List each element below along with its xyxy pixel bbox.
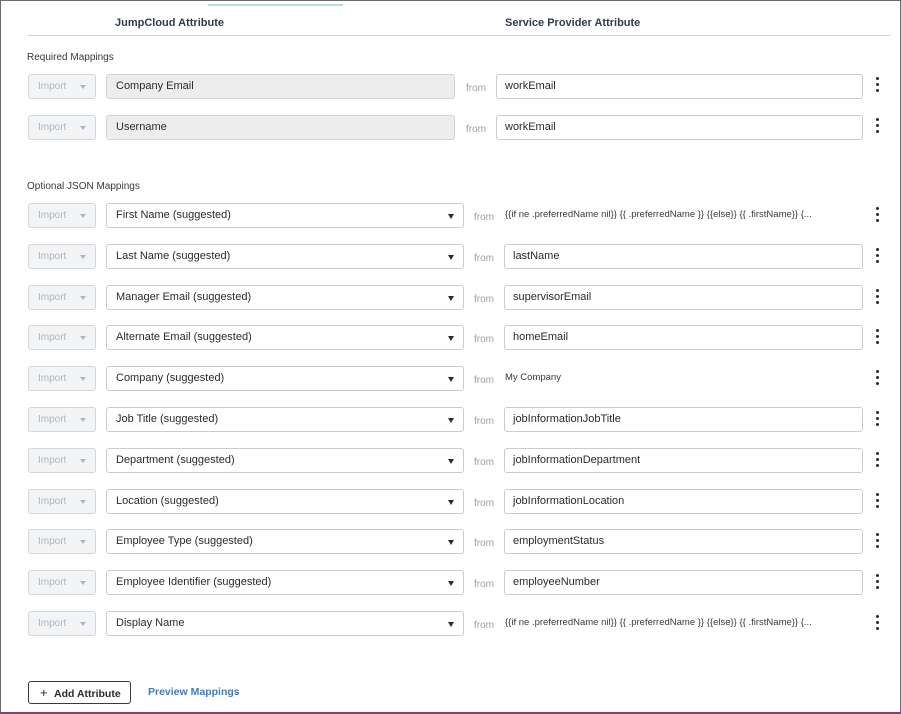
- service-provider-attribute-input[interactable]: workEmail: [496, 74, 863, 99]
- caret-down-icon: [80, 459, 86, 463]
- import-select: [28, 611, 96, 636]
- import-select: [28, 325, 96, 350]
- from-label: from: [474, 620, 494, 631]
- import-select: [28, 74, 96, 99]
- column-header-service-provider: Service Provider Attribute: [505, 17, 641, 29]
- caret-down-icon: [80, 336, 86, 340]
- from-label: from: [474, 538, 494, 550]
- service-provider-expression[interactable]: {{if ne .preferredName nil}} {{ .preferredName }} {{else}} {{ .firstName}} {...: [505, 209, 812, 220]
- caret-down-icon: [80, 418, 86, 422]
- import-label: Import: [38, 454, 67, 466]
- caret-down-icon: [80, 255, 86, 259]
- kebab-menu-icon[interactable]: [872, 452, 882, 468]
- import-select: [28, 285, 96, 310]
- jumpcloud-attribute-select[interactable]: [106, 570, 464, 595]
- service-provider-attribute-input[interactable]: jobInformationLocation: [504, 489, 863, 514]
- import-select: [28, 489, 96, 514]
- caret-down-icon: [448, 622, 454, 627]
- mapping-row: [0, 489, 901, 515]
- import-label: Import: [38, 577, 67, 589]
- from-label: from: [474, 375, 494, 387]
- import-label: Import: [38, 373, 67, 385]
- kebab-menu-icon[interactable]: [872, 118, 882, 134]
- kebab-menu-icon[interactable]: [872, 574, 882, 590]
- service-provider-attribute-input[interactable]: employeeNumber: [504, 570, 863, 595]
- import-label: Import: [38, 291, 67, 303]
- preview-mappings-link[interactable]: Preview Mappings: [148, 686, 240, 698]
- caret-down-icon: [80, 500, 86, 504]
- kebab-menu-icon[interactable]: [872, 248, 882, 264]
- kebab-menu-icon[interactable]: [872, 289, 882, 305]
- caret-down-icon: [448, 336, 454, 341]
- import-label: Import: [38, 81, 67, 92]
- import-label: Import: [38, 332, 67, 344]
- service-provider-attribute-input[interactable]: lastName: [504, 244, 863, 269]
- jumpcloud-attribute-field: Company Email: [106, 74, 455, 99]
- import-select: [28, 570, 96, 595]
- service-provider-attribute-input[interactable]: supervisorEmail: [504, 285, 863, 310]
- caret-down-icon: [80, 85, 86, 89]
- caret-down-icon: [448, 296, 454, 301]
- caret-down-icon: [448, 377, 454, 382]
- mapping-row: [0, 407, 901, 433]
- jumpcloud-attribute-label: Manager Email (suggested): [116, 290, 252, 303]
- mapping-row: [0, 74, 901, 100]
- caret-down-icon: [80, 214, 86, 218]
- import-select: [28, 366, 96, 391]
- kebab-menu-icon[interactable]: [872, 207, 882, 223]
- service-provider-attribute-input[interactable]: workEmail: [496, 115, 863, 140]
- optional-mappings-title: Optional JSON Mappings: [27, 181, 140, 192]
- import-select: [28, 203, 96, 228]
- service-provider-expression[interactable]: {{if ne .preferredName nil}} {{ .preferredName }} {{else}} {{ .firstName}} {...: [505, 617, 812, 628]
- kebab-menu-icon[interactable]: [872, 533, 882, 549]
- jumpcloud-attribute-label: Location (suggested): [116, 494, 219, 507]
- plus-icon: +: [40, 685, 48, 700]
- import-select: [28, 529, 96, 554]
- caret-down-icon: [80, 296, 86, 300]
- import-label: Import: [38, 250, 67, 262]
- jumpcloud-attribute-label: Company (suggested): [116, 372, 225, 385]
- jumpcloud-attribute-label: Job Title (suggested): [116, 413, 219, 425]
- caret-down-icon: [448, 500, 454, 505]
- jumpcloud-attribute-select[interactable]: [106, 203, 464, 228]
- jumpcloud-attribute-select[interactable]: [106, 529, 464, 554]
- caret-down-icon: [448, 255, 454, 260]
- jumpcloud-attribute-label: First Name (suggested): [116, 209, 231, 221]
- from-label: from: [474, 416, 494, 427]
- jumpcloud-attribute-select[interactable]: [106, 285, 464, 310]
- jumpcloud-attribute-select[interactable]: [106, 407, 464, 432]
- caret-down-icon: [448, 418, 454, 423]
- jumpcloud-attribute-label: Employee Identifier (suggested): [116, 576, 272, 589]
- import-select: [28, 448, 96, 473]
- caret-down-icon: [448, 540, 454, 545]
- column-header-jumpcloud: JumpCloud Attribute: [115, 17, 224, 29]
- jumpcloud-attribute-label: Employee Type (suggested): [116, 535, 253, 548]
- service-provider-attribute-input[interactable]: homeEmail: [504, 325, 863, 350]
- import-select: [28, 407, 96, 432]
- import-label: Import: [38, 536, 67, 548]
- kebab-menu-icon[interactable]: [872, 77, 882, 93]
- caret-down-icon: [80, 540, 86, 544]
- required-mappings-title: Required Mappings: [27, 52, 114, 63]
- jumpcloud-attribute-label: Alternate Email (suggested): [116, 331, 252, 344]
- mapping-row: [0, 244, 901, 270]
- kebab-menu-icon[interactable]: [872, 615, 882, 631]
- add-attribute-button[interactable]: [28, 681, 131, 704]
- add-attribute-label: Add Attribute: [54, 688, 121, 700]
- from-label: from: [474, 293, 494, 305]
- service-provider-expression[interactable]: My Company: [505, 372, 561, 384]
- caret-down-icon: [448, 581, 454, 586]
- jumpcloud-attribute-select[interactable]: [106, 325, 464, 350]
- jumpcloud-attribute-select[interactable]: [106, 448, 464, 473]
- mapping-row: [0, 366, 901, 392]
- import-label: Import: [38, 618, 67, 629]
- header-divider: [28, 35, 890, 36]
- caret-down-icon: [448, 214, 454, 219]
- service-provider-attribute-input[interactable]: jobInformationJobTitle: [504, 407, 863, 432]
- mapping-row: [0, 325, 901, 351]
- jumpcloud-attribute-select[interactable]: [106, 489, 464, 514]
- caret-down-icon: [80, 377, 86, 381]
- kebab-menu-icon[interactable]: [872, 329, 882, 345]
- caret-down-icon: [80, 581, 86, 585]
- jumpcloud-attribute-select[interactable]: [106, 366, 464, 391]
- jumpcloud-attribute-select[interactable]: [106, 611, 464, 636]
- from-label: from: [474, 252, 494, 264]
- jumpcloud-attribute-field: Username: [106, 115, 455, 140]
- caret-down-icon: [80, 622, 86, 626]
- kebab-menu-icon[interactable]: [872, 493, 882, 509]
- mapping-row: [0, 448, 901, 474]
- import-label: Import: [38, 495, 67, 507]
- import-select: [28, 244, 96, 269]
- mapping-row: [0, 203, 901, 229]
- mapping-row: [0, 115, 901, 141]
- import-label: Import: [38, 210, 67, 221]
- from-label: from: [474, 579, 494, 591]
- jumpcloud-attribute-label: Last Name (suggested): [116, 249, 231, 262]
- mapping-row: [0, 570, 901, 596]
- caret-down-icon: [80, 126, 86, 130]
- mapping-row: [0, 611, 901, 637]
- jumpcloud-attribute-select[interactable]: [106, 244, 464, 269]
- import-label: Import: [38, 122, 67, 133]
- import-select: [28, 115, 96, 140]
- kebab-menu-icon[interactable]: [872, 370, 882, 386]
- from-label: from: [474, 456, 494, 468]
- from-label: from: [474, 497, 494, 509]
- from-label: from: [474, 212, 494, 223]
- service-provider-attribute-input[interactable]: employmentStatus: [504, 529, 863, 554]
- service-provider-attribute-input[interactable]: jobInformationDepartment: [504, 448, 863, 473]
- from-label: from: [474, 334, 494, 346]
- jumpcloud-attribute-label: Display Name: [116, 617, 185, 629]
- from-label: from: [466, 124, 486, 135]
- active-tab-indicator: [208, 4, 343, 6]
- import-label: Import: [38, 414, 67, 425]
- mapping-row: [0, 285, 901, 311]
- kebab-menu-icon[interactable]: [872, 411, 882, 427]
- mapping-row: [0, 529, 901, 555]
- from-label: from: [466, 83, 486, 94]
- caret-down-icon: [448, 459, 454, 464]
- jumpcloud-attribute-label: Department (suggested): [116, 453, 235, 466]
